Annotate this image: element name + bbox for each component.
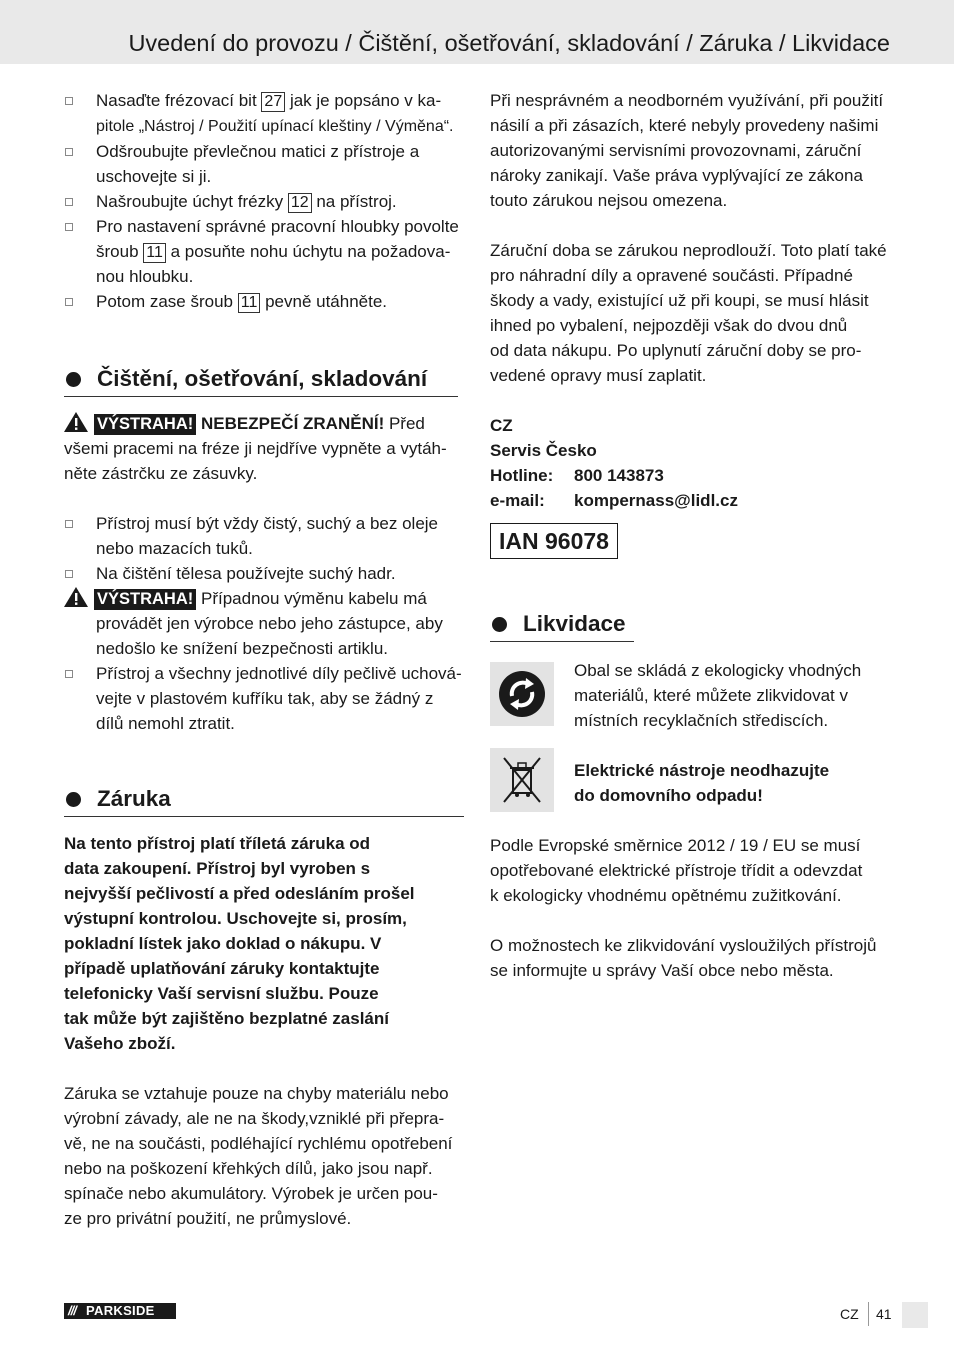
email-label: e-mail: [490,491,545,510]
crossed-bin-icon [490,748,554,812]
bullet-dot-icon [66,792,81,807]
hotline-number: 800 143873 [574,466,664,485]
list-item: Našroubujte úchyt frézky 12 na přístroj. [64,189,464,214]
recycle-note: Obal se skládá z ekologicky vhodných materiálů, které můžete zlikvidovat v místních recyklačních střediscích. [490,658,890,733]
warning-block: VÝSTRAHA! Případnou výměnu kabelu má provádět jen výrobce nebo jeho zástupce, aby nedošlo ke snížení bezpečnosti artiklu. [64,586,464,661]
ian-badge: IAN 96078 [490,523,618,559]
page-header [0,0,954,64]
part-ref: 12 [288,193,312,213]
warranty-paragraph-right-1: Při nesprávném a neodborném využívání, při použití násilí a při zásazích, které nebyly provedeny našimi autorizovanými servisními provozovnami, záruční nároky zanikají. Vaše práva vyplývající ze zákona touto zárukou nejsou omezena. [490,91,884,210]
left-column [64,88,464,1231]
bullet-square-icon [65,198,73,206]
bullet-square-icon [65,670,73,678]
email-address: kompernass@lidl.cz [574,491,738,510]
setup-list [64,88,464,314]
parkside-logo: /// PARKSIDE [64,1303,176,1319]
bullet-square-icon [65,298,73,306]
disposal-paragraph-1: Podle Evropské směrnice 2012 / 19 / EU se musí opotřebované elektrické přístroje třídit a odevzdat k ekologicky vhodnému opětnému zužitkování. [490,836,863,905]
warning-block: VÝSTRAHA! NEBEZPEČÍ ZRANĚNÍ! Před všemi pracemi na fréze ji nejdříve vypněte a vytáh- něte zástrčku ze zásuvky. [64,414,447,483]
list-item: Na čištění tělesa používejte suchý hadr. [64,561,464,586]
list-item: Pro nastavení správné pracovní hloubky povolte šroub 11 a posuňte nohu úchytu na požadova- nou hloubku. [64,214,464,289]
bullet-square-icon [65,97,73,105]
list-item: Přístroj a všechny jednotlivé díly pečlivě uchová- vejte v plastovém kufříku tak, aby se žádný z dílů nemohl ztratit. [64,661,464,736]
warning-triangle-icon [64,587,88,607]
section-heading-cleaning: Čištění, ošetřování, skladování [64,364,458,397]
footer-tab [902,1302,928,1328]
recycle-icon [490,662,554,726]
page-number: 41 [876,1306,892,1322]
section-heading-warranty: Záruka [64,784,464,817]
contact-service: Servis Česko [490,441,597,460]
part-ref: 11 [238,293,261,313]
bullet-dot-icon [66,372,81,387]
footer-language: CZ [840,1306,859,1322]
bullet-square-icon [65,570,73,578]
hotline-label: Hotline: [490,466,554,485]
warning-label: VÝSTRAHA! [94,589,196,610]
cleaning-list [64,511,464,586]
warranty-paragraph: Záruka se vztahuje pouze na chyby materiálu nebo výrobní závady, ale ne na škody,vzniklé při přepra- vě, ne na součásti, podléhající rychlému opotřebení nebo na poškození křehkých dílů, jako jsou např. spínače nebo akumulátory. Výrobek je určen pou- ze pro privátní použití, ne průmyslové. [64,1084,453,1228]
bullet-square-icon [65,148,73,156]
right-column [490,88,890,983]
bullet-square-icon [65,223,73,231]
footer-divider [868,1302,869,1326]
warranty-paragraph-right-2: Záruční doba se zárukou neprodlouží. Toto platí také pro náhradní díly a opravené součásti. Případné škody a vady, existující už při koupi, se musí hlásit ihned po vybalení, nejpozději však do dvou dnů od data nákupu. Po uplynutí záruční doby se pro- vedené opravy musí zaplatit. [490,241,887,385]
list-item: Odšroubujte převlečnou matici z přístroje a uschovejte si ji. [64,139,464,189]
bullet-dot-icon [492,617,507,632]
list-item: Přístroj musí být vždy čistý, suchý a bez oleje nebo mazacích tuků. [64,511,464,561]
cleaning-list-2 [64,661,464,736]
contact-country: CZ [490,416,513,435]
page-title: Uvedení do provozu / Čištění, ošetřování, skladování / Záruka / Likvidace [128,30,890,56]
warranty-bold-paragraph: Na tento přístroj platí tříletá záruka od data zakoupení. Přístroj byl vyroben s nejvyšší pečlivostí a před odesláním prošel výstupní kontrolou. Uschovejte si, prosím, pokladní lístek jako doklad o nákupu. V případě uplatňování záruky kontaktujte telefonicky Vaší servisní službu. Pouze tak může být zajištěno bezplatné zaslání Vašeho zboží. [64,834,415,1053]
bullet-square-icon [65,520,73,528]
list-item: Potom zase šroub 11 pevně utáhněte. [64,289,464,314]
warning-triangle-icon [64,412,88,432]
service-contact [490,413,738,513]
part-ref: 27 [261,92,285,112]
section-heading-disposal: Likvidace [490,609,634,642]
warning-label: VÝSTRAHA! [94,414,196,435]
list-item: Nasaďte frézovací bit 27 jak je popsáno v ka- pitole „Nástroj / Použití upínací kleštiny / Výměna“. [64,88,464,139]
weee-note: Elektrické nástroje neodhazujte do domovního odpadu! [490,758,890,824]
disposal-paragraph-2: O možnostech ke zlikvidování vysloužilých přístrojů se informujte u správy Vaší obce nebo města. [490,936,877,980]
part-ref: 11 [143,243,166,263]
